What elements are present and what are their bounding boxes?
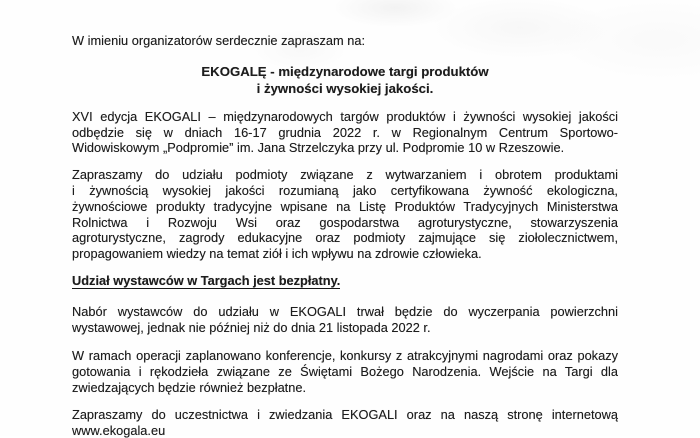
free-participation-notice	[72, 273, 618, 289]
text-line: wystawowej, jednak nie później niż do dnia 21 listopada 2022 r.	[72, 319, 431, 335]
text-line: odbędzie się w dniach 16-17 grudnia 2022 r. w Regionalnym Centrum Sportowo-	[72, 124, 618, 140]
text-line: zwiedzających będzie również bezpłatne.	[72, 379, 307, 395]
text-line: XVI edycja EKOGALI – międzynarodowych targów produktów i żywności wysokiej jakości	[72, 108, 618, 124]
intro-line: W imieniu organizatorów serdecznie zapraszam na:	[72, 33, 366, 48]
document-title	[72, 63, 618, 98]
text-line: gotowania i rękodzieła związane ze Świętami Bożego Narodzenia. Wejście na Targi dla	[72, 364, 618, 380]
closing-invitation-line: Zapraszamy do uczestnictwa i zwiedzania EKOGALI oraz na naszą stronę internetową	[72, 406, 618, 422]
free-participation-underlined-text: Udział wystawców w Targach jest bezpłatny.	[72, 272, 341, 288]
website-url: www.ekogala.eu	[72, 422, 166, 438]
text-line: Zapraszamy do udziału podmioty związane z wytwarzaniem i obrotem produktami	[72, 167, 618, 183]
text-line: EKOGALĘ - międzynarodowe targi produktów	[201, 63, 489, 79]
text-line: żywnościowe produkty tradycyjne wpisane na Listę Produktów Tradycyjnych Ministerstwa	[72, 198, 618, 214]
paragraph-attractions	[72, 348, 618, 395]
text-line: propagowaniem wiedzy na temat ziół i ich wpływu na zdrowie człowieka.	[72, 246, 482, 262]
text-line: Rolnictwa i Rozwoju Wsi oraz gospodarstwa agroturystyczne, stowarzyszenia	[72, 214, 618, 230]
text-line: agroturystyczne, zagrody edukacyjne oraz podmioty zajmujące się ziołolecznictwem,	[72, 230, 618, 246]
text-line: Widowiskowym „Podpromie” im. Jana Strzelczyka przy ul. Podpromie 10 w Rzeszowie.	[72, 140, 565, 156]
paragraph-invited-entities	[72, 167, 618, 262]
paragraph-recruitment	[72, 304, 618, 336]
text-line: i żywności wysokiej jakości.	[256, 81, 434, 97]
paragraph-edition-details	[72, 109, 618, 156]
text-line: i żywnością wysokiej jakości rozumianą jako certyfikowana żywność ekologiczna,	[72, 182, 618, 198]
text-line: W ramach operacji zaplanowano konferencje, konkursy z atrakcyjnymi nagrodami oraz pokazy	[72, 348, 618, 364]
text-line: Nabór wystawców do udziału w EKOGALI trwał będzie do wyczerpania powierzchni	[72, 303, 618, 319]
paragraph-closing	[72, 407, 618, 438]
